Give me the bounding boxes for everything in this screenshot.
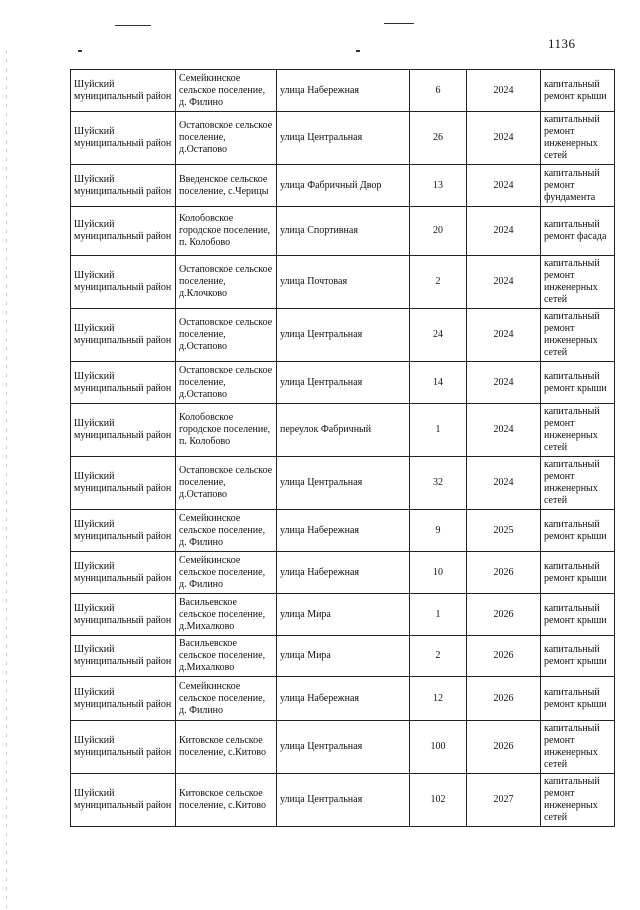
settlement-cell: Остаповское сельское поселение, д.Остапово <box>176 112 277 165</box>
year-cell: 2026 <box>467 721 541 774</box>
street-cell: улица Мира <box>277 594 410 636</box>
street-cell: улица Набережная <box>277 552 410 594</box>
district-cell: Шуйский муниципальный район <box>71 774 176 827</box>
house-number-cell: 24 <box>410 309 467 362</box>
year-cell: 2024 <box>467 457 541 510</box>
district-cell: Шуйский муниципальный район <box>71 207 176 256</box>
work-type-cell: капитальный ремонт крыши <box>541 362 615 404</box>
repair-schedule-table <box>70 69 615 827</box>
street-cell: улица Центральная <box>277 457 410 510</box>
year-cell: 2024 <box>467 404 541 457</box>
page-number: 1136 <box>548 36 576 51</box>
year-cell: 2026 <box>467 677 541 721</box>
house-number-cell: 14 <box>410 362 467 404</box>
settlement-cell: Остаповское сельское поселение, д.Остапово <box>176 457 277 510</box>
table-row <box>71 552 615 594</box>
table-row <box>71 636 615 677</box>
work-type-cell: капитальный ремонт инженерных сетей <box>541 774 615 827</box>
work-type-cell: капитальный ремонт инженерных сетей <box>541 457 615 510</box>
work-type-cell: капитальный ремонт инженерных сетей <box>541 256 615 309</box>
year-cell: 2024 <box>467 207 541 256</box>
house-number-cell: 10 <box>410 552 467 594</box>
house-number-cell: 12 <box>410 677 467 721</box>
settlement-cell: Васильевское сельское поселение, д.Михалково <box>176 594 277 636</box>
house-number-cell: 6 <box>410 70 467 112</box>
district-cell: Шуйский муниципальный район <box>71 256 176 309</box>
table-row <box>71 404 615 457</box>
district-cell: Шуйский муниципальный район <box>71 362 176 404</box>
settlement-cell: Остаповское сельское поселение, д.Остапово <box>176 362 277 404</box>
settlement-cell: Остаповское сельское поселение, д.Остапово <box>176 309 277 362</box>
year-cell: 2024 <box>467 256 541 309</box>
street-cell: улица Центральная <box>277 774 410 827</box>
work-type-cell: капитальный ремонт инженерных сетей <box>541 404 615 457</box>
settlement-cell: Введенское сельское поселение, с.Черицы <box>176 165 277 207</box>
table-row <box>71 721 615 774</box>
district-cell: Шуйский муниципальный район <box>71 309 176 362</box>
district-cell: Шуйский муниципальный район <box>71 636 176 677</box>
year-cell: 2026 <box>467 594 541 636</box>
settlement-cell: Колобовское городское поселение, п. Колобово <box>176 404 277 457</box>
table-row <box>71 207 615 256</box>
district-cell: Шуйский муниципальный район <box>71 510 176 552</box>
district-cell: Шуйский муниципальный район <box>71 404 176 457</box>
street-cell: улица Фабричный Двор <box>277 165 410 207</box>
table-row <box>71 70 615 112</box>
table-row <box>71 362 615 404</box>
settlement-cell: Семейкинское сельское поселение, д. Филино <box>176 677 277 721</box>
table-row <box>71 594 615 636</box>
table-body <box>71 70 615 827</box>
house-number-cell: 1 <box>410 404 467 457</box>
table-row <box>71 510 615 552</box>
district-cell: Шуйский муниципальный район <box>71 721 176 774</box>
header-rule-right <box>384 23 414 24</box>
work-type-cell: капитальный ремонт крыши <box>541 677 615 721</box>
street-cell: улица Набережная <box>277 510 410 552</box>
year-cell: 2024 <box>467 309 541 362</box>
settlement-cell: Васильевское сельское поселение, д.Михалково <box>176 636 277 677</box>
year-cell: 2024 <box>467 112 541 165</box>
house-number-cell: 26 <box>410 112 467 165</box>
work-type-cell: капитальный ремонт инженерных сетей <box>541 721 615 774</box>
work-type-cell: капитальный ремонт фундамента <box>541 165 615 207</box>
house-number-cell: 13 <box>410 165 467 207</box>
district-cell: Шуйский муниципальный район <box>71 70 176 112</box>
street-cell: улица Спортивная <box>277 207 410 256</box>
table-row <box>71 256 615 309</box>
district-cell: Шуйский муниципальный район <box>71 112 176 165</box>
street-cell: улица Центральная <box>277 362 410 404</box>
table-row <box>71 112 615 165</box>
district-cell: Шуйский муниципальный район <box>71 457 176 510</box>
work-type-cell: капитальный ремонт крыши <box>541 636 615 677</box>
table-row <box>71 677 615 721</box>
settlement-cell: Остаповское сельское поселение, д.Клочково <box>176 256 277 309</box>
work-type-cell: капитальный ремонт крыши <box>541 552 615 594</box>
house-number-cell: 20 <box>410 207 467 256</box>
scan-speck <box>356 50 360 52</box>
district-cell: Шуйский муниципальный район <box>71 594 176 636</box>
work-type-cell: капитальный ремонт крыши <box>541 510 615 552</box>
settlement-cell: Колобовское городское поселение, п. Колобово <box>176 207 277 256</box>
street-cell: улица Набережная <box>277 70 410 112</box>
work-type-cell: капитальный ремонт фасада <box>541 207 615 256</box>
work-type-cell: капитальный ремонт инженерных сетей <box>541 309 615 362</box>
district-cell: Шуйский муниципальный район <box>71 552 176 594</box>
work-type-cell: капитальный ремонт крыши <box>541 594 615 636</box>
year-cell: 2024 <box>467 165 541 207</box>
house-number-cell: 102 <box>410 774 467 827</box>
table-row <box>71 774 615 827</box>
settlement-cell: Китовское сельское поселение, с.Китово <box>176 774 277 827</box>
house-number-cell: 9 <box>410 510 467 552</box>
settlement-cell: Семейкинское сельское поселение, д. Филино <box>176 510 277 552</box>
table-row <box>71 165 615 207</box>
house-number-cell: 100 <box>410 721 467 774</box>
scan-edge-artifact <box>6 50 7 910</box>
work-type-cell: капитальный ремонт крыши <box>541 70 615 112</box>
table-row <box>71 309 615 362</box>
header-rule-left <box>115 25 151 26</box>
year-cell: 2026 <box>467 552 541 594</box>
table-row <box>71 457 615 510</box>
street-cell: улица Центральная <box>277 112 410 165</box>
year-cell: 2027 <box>467 774 541 827</box>
scan-speck <box>78 50 82 52</box>
settlement-cell: Семейкинское сельское поселение, д. Филино <box>176 70 277 112</box>
street-cell: улица Почтовая <box>277 256 410 309</box>
settlement-cell: Семейкинское сельское поселение, д. Филино <box>176 552 277 594</box>
district-cell: Шуйский муниципальный район <box>71 165 176 207</box>
house-number-cell: 1 <box>410 594 467 636</box>
street-cell: улица Набережная <box>277 677 410 721</box>
year-cell: 2024 <box>467 362 541 404</box>
street-cell: улица Центральная <box>277 309 410 362</box>
work-type-cell: капитальный ремонт инженерных сетей <box>541 112 615 165</box>
street-cell: улица Центральная <box>277 721 410 774</box>
year-cell: 2026 <box>467 636 541 677</box>
house-number-cell: 2 <box>410 256 467 309</box>
house-number-cell: 2 <box>410 636 467 677</box>
street-cell: улица Мира <box>277 636 410 677</box>
settlement-cell: Китовское сельское поселение, с.Китово <box>176 721 277 774</box>
house-number-cell: 32 <box>410 457 467 510</box>
year-cell: 2025 <box>467 510 541 552</box>
district-cell: Шуйский муниципальный район <box>71 677 176 721</box>
street-cell: переулок Фабричный <box>277 404 410 457</box>
year-cell: 2024 <box>467 70 541 112</box>
